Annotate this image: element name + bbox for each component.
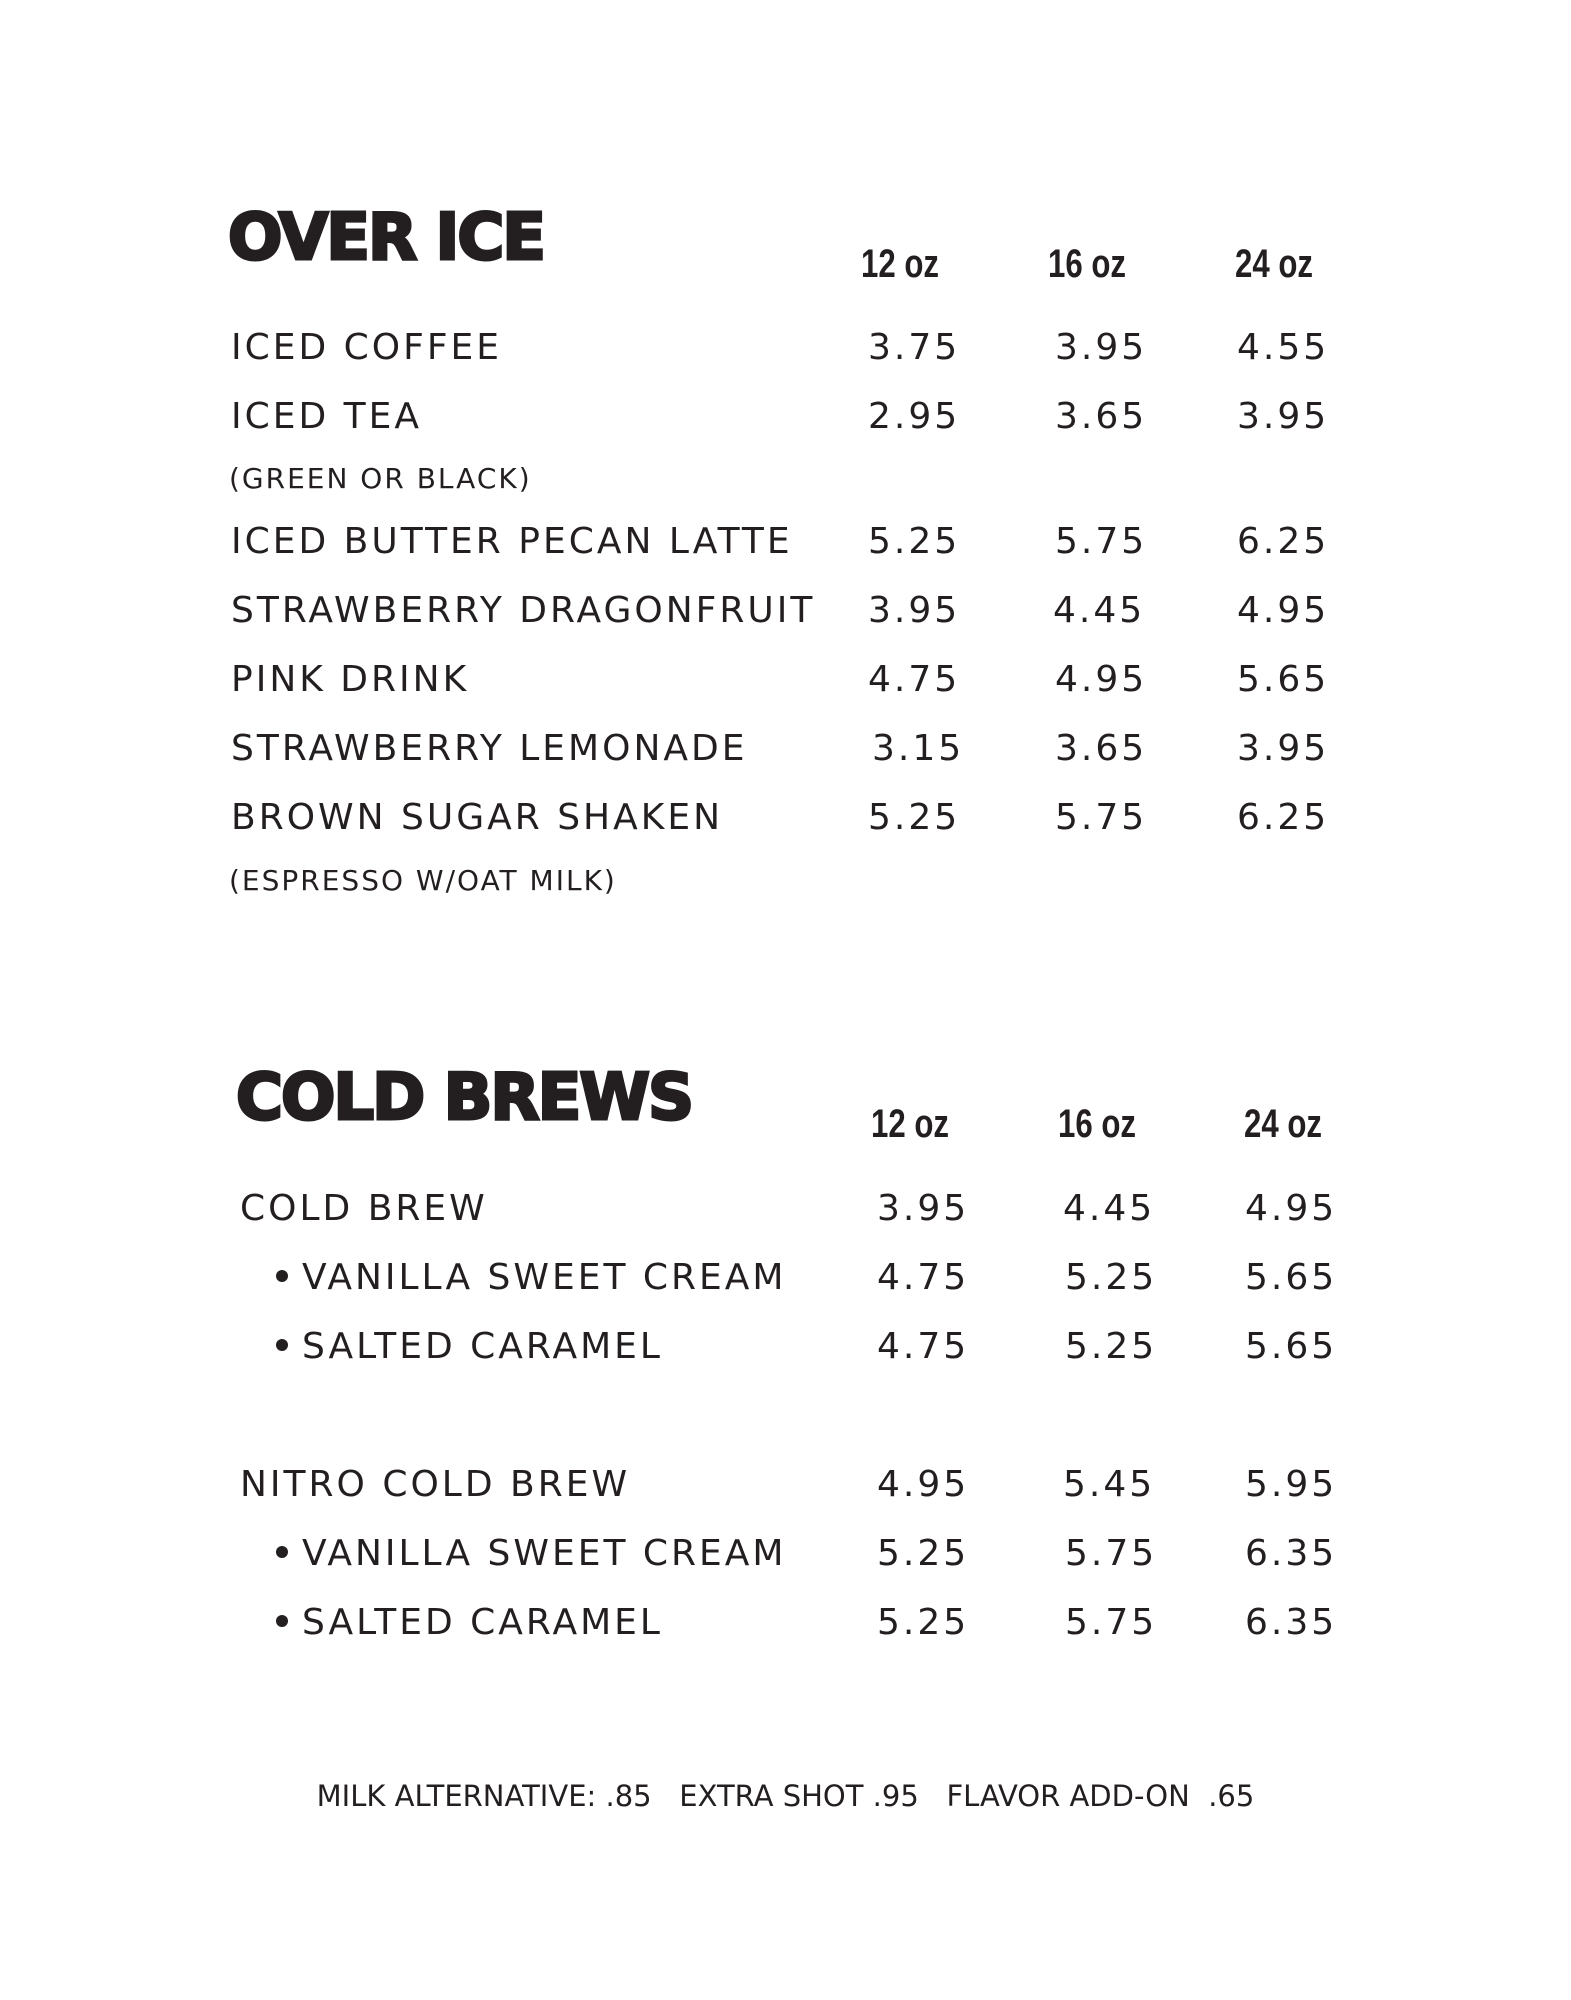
price-nitro-vanilla-sweet-cream-24oz: 6.35 [1245, 1533, 1338, 1574]
variant-cold-brew-salted-caramel [276, 1326, 663, 1367]
price-pink-drink-12oz: 4.75 [868, 659, 961, 700]
price-iced-tea-24oz: 3.95 [1237, 396, 1330, 437]
price-cold-brew-salted-caramel-16oz: 5.25 [1065, 1326, 1158, 1367]
bullet-icon [276, 1270, 288, 1282]
cold-brews-title: COLD BREWS [236, 1061, 693, 1135]
price-nitro-cold-brew-24oz: 5.95 [1245, 1464, 1338, 1505]
price-nitro-salted-caramel-12oz: 5.25 [877, 1602, 970, 1643]
bullet-icon [276, 1546, 288, 1558]
menu-item-cold-brew: COLD BREW [240, 1188, 488, 1229]
price-iced-coffee-24oz: 4.55 [1237, 327, 1330, 368]
price-strawberry-lemonade-12oz: 3.15 [872, 728, 965, 769]
price-cold-brew-24oz: 4.95 [1245, 1188, 1338, 1229]
price-cold-brew-vanilla-sweet-cream-24oz: 5.65 [1245, 1257, 1338, 1298]
price-brown-sugar-shaken-12oz: 5.25 [868, 797, 961, 838]
price-iced-butter-pecan-latte-24oz: 6.25 [1237, 521, 1330, 562]
price-strawberry-dragonfruit-12oz: 3.95 [868, 590, 961, 631]
over-ice-size-24oz: 24 oz [1235, 242, 1314, 286]
variant-label: SALTED CARAMEL [302, 1326, 663, 1367]
cold-brews-size-24oz: 24 oz [1244, 1102, 1323, 1146]
menu-item-brown-sugar-shaken: BROWN SUGAR SHAKEN [231, 797, 724, 838]
over-ice-title: OVER ICE [228, 201, 544, 275]
price-iced-coffee-12oz: 3.75 [868, 327, 961, 368]
price-nitro-vanilla-sweet-cream-16oz: 5.75 [1065, 1533, 1158, 1574]
price-nitro-vanilla-sweet-cream-12oz: 5.25 [877, 1533, 970, 1574]
price-nitro-cold-brew-12oz: 4.95 [877, 1464, 970, 1505]
variant-label: SALTED CARAMEL [302, 1602, 663, 1643]
menu-item-iced-coffee: ICED COFFEE [231, 327, 503, 368]
bullet-icon [276, 1339, 288, 1351]
menu-item-strawberry-dragonfruit: STRAWBERRY DRAGONFRUIT [231, 590, 816, 631]
menu-item-strawberry-lemonade: STRAWBERRY LEMONADE [231, 728, 748, 769]
bullet-icon [276, 1615, 288, 1627]
variant-nitro-salted-caramel [276, 1602, 663, 1643]
variant-cold-brew-vanilla-sweet-cream [276, 1257, 787, 1298]
price-nitro-salted-caramel-24oz: 6.35 [1245, 1602, 1338, 1643]
menu-note-iced-tea: (GREEN OR BLACK) [229, 462, 532, 495]
cold-brews-size-16oz: 16 oz [1058, 1102, 1137, 1146]
variant-label: VANILLA SWEET CREAM [302, 1257, 787, 1298]
price-strawberry-lemonade-16oz: 3.65 [1055, 728, 1148, 769]
price-iced-tea-16oz: 3.65 [1055, 396, 1148, 437]
add-on-pricing-note: MILK ALTERNATIVE: .85 EXTRA SHOT .95 FLAVOR ADD-ON .65 [316, 1779, 1255, 1813]
variant-nitro-vanilla-sweet-cream [276, 1533, 787, 1574]
price-brown-sugar-shaken-24oz: 6.25 [1237, 797, 1330, 838]
price-nitro-cold-brew-16oz: 5.45 [1063, 1464, 1156, 1505]
price-cold-brew-vanilla-sweet-cream-16oz: 5.25 [1065, 1257, 1158, 1298]
price-cold-brew-16oz: 4.45 [1063, 1188, 1156, 1229]
price-iced-butter-pecan-latte-16oz: 5.75 [1055, 521, 1148, 562]
price-pink-drink-24oz: 5.65 [1237, 659, 1330, 700]
menu-item-iced-butter-pecan-latte: ICED BUTTER PECAN LATTE [231, 521, 793, 562]
price-cold-brew-12oz: 3.95 [877, 1188, 970, 1229]
price-cold-brew-vanilla-sweet-cream-12oz: 4.75 [877, 1257, 970, 1298]
price-iced-coffee-16oz: 3.95 [1055, 327, 1148, 368]
menu-item-pink-drink: PINK DRINK [231, 659, 470, 700]
cold-brews-size-12oz: 12 oz [871, 1102, 950, 1146]
menu-item-iced-tea: ICED TEA [231, 396, 423, 437]
price-strawberry-lemonade-24oz: 3.95 [1237, 728, 1330, 769]
menu-note-brown-sugar-shaken: (ESPRESSO W/OAT MILK) [229, 864, 617, 897]
price-pink-drink-16oz: 4.95 [1055, 659, 1148, 700]
price-strawberry-dragonfruit-24oz: 4.95 [1237, 590, 1330, 631]
price-iced-tea-12oz: 2.95 [868, 396, 961, 437]
variant-label: VANILLA SWEET CREAM [302, 1533, 787, 1574]
price-iced-butter-pecan-latte-12oz: 5.25 [868, 521, 961, 562]
price-cold-brew-salted-caramel-24oz: 5.65 [1245, 1326, 1338, 1367]
over-ice-size-16oz: 16 oz [1048, 242, 1127, 286]
price-brown-sugar-shaken-16oz: 5.75 [1055, 797, 1148, 838]
price-strawberry-dragonfruit-16oz: 4.45 [1053, 590, 1146, 631]
menu-item-nitro-cold-brew: NITRO COLD BREW [240, 1464, 631, 1505]
price-cold-brew-salted-caramel-12oz: 4.75 [877, 1326, 970, 1367]
over-ice-size-12oz: 12 oz [861, 242, 940, 286]
price-nitro-salted-caramel-16oz: 5.75 [1065, 1602, 1158, 1643]
